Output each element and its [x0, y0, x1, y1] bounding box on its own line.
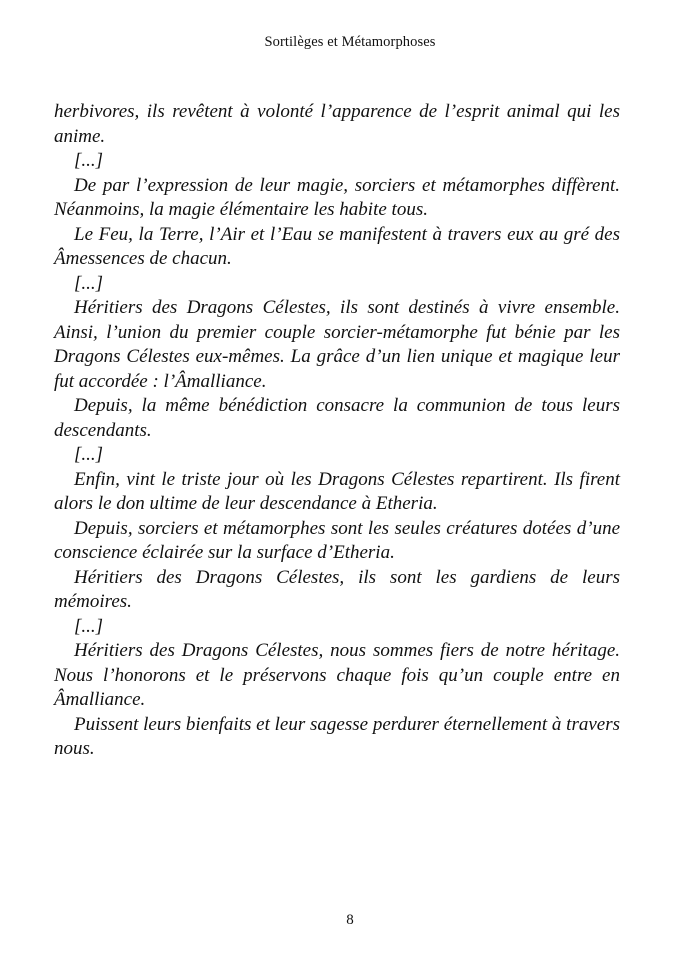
page-number: 8 — [346, 912, 354, 928]
paragraph: Héritiers des Dragons Célestes, ils sont les gardiens de leurs mémoires. — [54, 566, 620, 612]
paragraph: Le Feu, la Terre, l’Air et l’Eau se manifestent à travers eux au gré des Âmessences de chacun. — [54, 223, 620, 269]
paragraph: Depuis, sorciers et métamorphes sont les seules créatures dotées d’une conscience éclairée sur la surface d’Etheria. — [54, 517, 620, 563]
ellipsis-marker: [...] — [74, 150, 104, 171]
running-header: Sortilèges et Métamorphoses — [264, 34, 436, 50]
ellipsis-marker: [...] — [74, 444, 104, 465]
ellipsis-marker: [...] — [74, 615, 104, 637]
ellipsis-marker: [...] — [74, 272, 104, 294]
page-body-text — [54, 100, 620, 762]
paragraph: Héritiers des Dragons Célestes, nous sommes fiers de notre héritage. Nous l’honorons et le préservons chaque fois qu’un couple entre en Âmalliance. — [54, 640, 620, 710]
paragraph: Héritiers des Dragons Célestes, ils sont destinés à vivre ensemble. Ainsi, l’union du premier couple sorcier-métamorphe fut bénie par les Dragons Célestes eux-mêmes. La grâce d’un lien unique et magique leur fut accordée : l’Âmalliance. — [54, 297, 620, 392]
paragraph: Enfin, vint le triste jour où les Dragons Célestes repartirent. Ils firent alors le don ultime de leur descendance à Etheria. — [54, 468, 620, 514]
paragraph: Depuis, la même bénédiction consacre la communion de tous leurs descendants. — [54, 395, 620, 441]
paragraph: Puissent leurs bienfaits et leur sagesse perdurer éternellement à travers nous. — [54, 713, 620, 759]
paragraph: De par l’expression de leur magie, sorciers et métamorphes diffèrent. Néanmoins, la magie élémentaire les habite tous. — [54, 174, 620, 220]
paragraph: herbivores, ils revêtent à volonté l’apparence de l’esprit animal qui les anime. — [54, 101, 620, 147]
